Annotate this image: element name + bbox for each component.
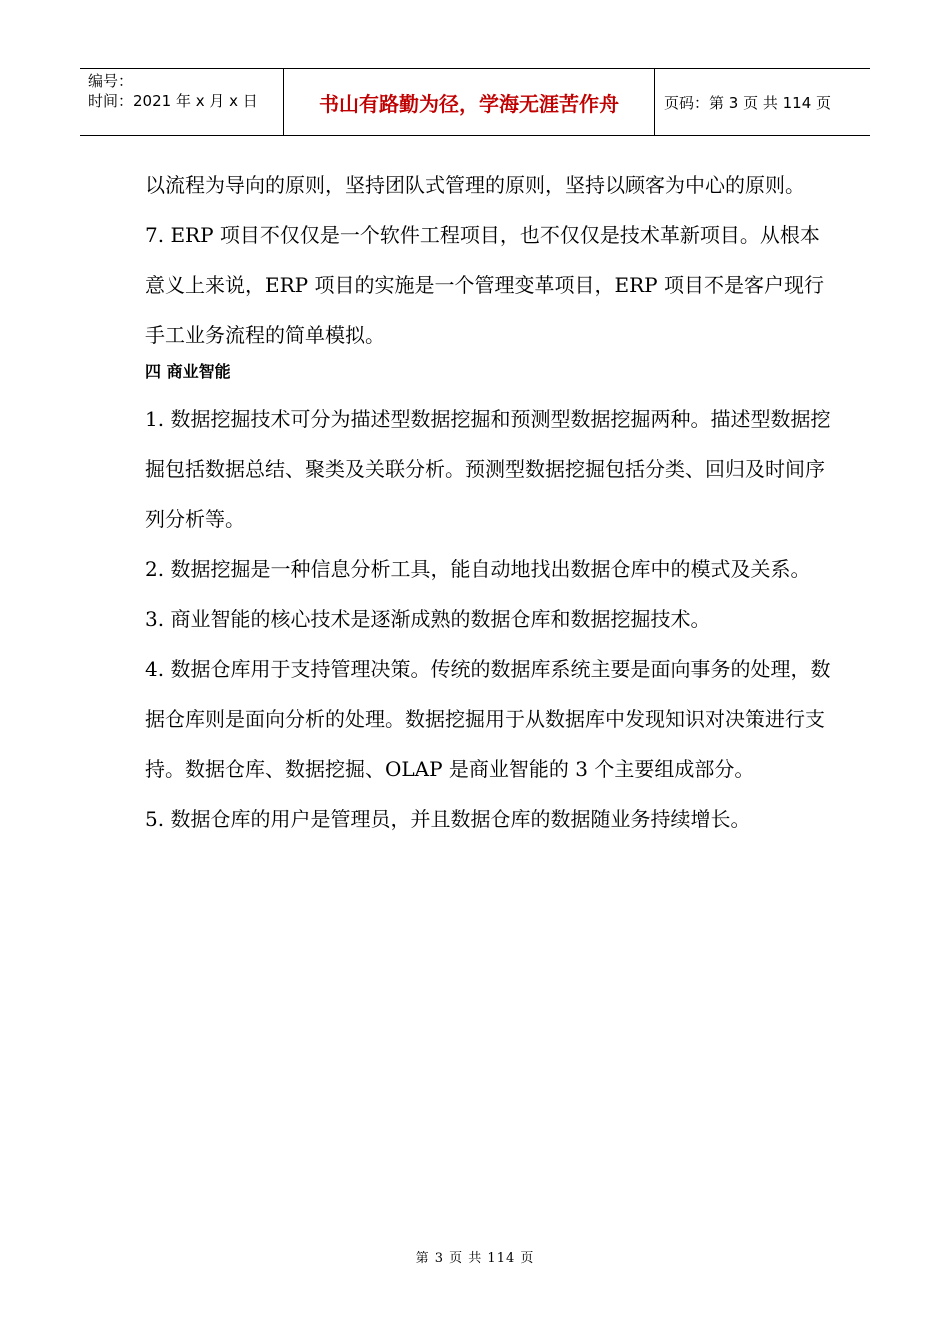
page-header [80, 68, 870, 136]
list-item: 1. 数据挖掘技术可分为描述型数据挖掘和预测型数据挖掘两种。描述型数据挖掘包括数据总结、聚类及关联分析。预测型数据挖掘包括分类、回归及时间序列分析等。 [145, 407, 831, 531]
paragraph: 以流程为导向的原则，坚持团队式管理的原则，坚持以顾客为中心的原则。 [145, 173, 805, 197]
section-heading: 四 商业智能 [145, 362, 231, 381]
page-footer: 第 3 页 共 114 页 [415, 1251, 535, 1266]
document-body [145, 160, 835, 844]
list-item: 5. 数据仓库的用户是管理员，并且数据仓库的数据随业务持续增长。 [145, 807, 751, 831]
list-item: 2. 数据挖掘是一种信息分析工具，能自动地找出数据仓库中的模式及关系。 [145, 557, 811, 581]
header-code-label: 编号： [88, 72, 134, 90]
header-motto: 书山有路勤为径，学海无涯苦作舟 [283, 69, 655, 135]
list-item: 4. 数据仓库用于支持管理决策。传统的数据库系统主要是面向事务的处理，数据仓库则是面向分析的处理。数据挖掘用于从数据库中发现知识对决策进行支持。数据仓库、数据挖掘、OLAP 是商业智能的 3 个主要组成部分。 [145, 657, 831, 781]
header-meta [80, 69, 283, 135]
header-date-label: 时间：2021 年 x 月 x 日 [88, 92, 258, 110]
header-page-info: 页码：第 3 页 共 114 页 [664, 93, 832, 112]
paragraph: 7. ERP 项目不仅仅是一个软件工程项目，也不仅仅是技术革新项目。从根本意义上来说，ERP 项目的实施是一个管理变革项目，ERP 项目不是客户现行手工业务流程的简单模拟。 [145, 223, 824, 347]
list-item: 3. 商业智能的核心技术是逐渐成熟的数据仓库和数据挖掘技术。 [145, 607, 711, 631]
